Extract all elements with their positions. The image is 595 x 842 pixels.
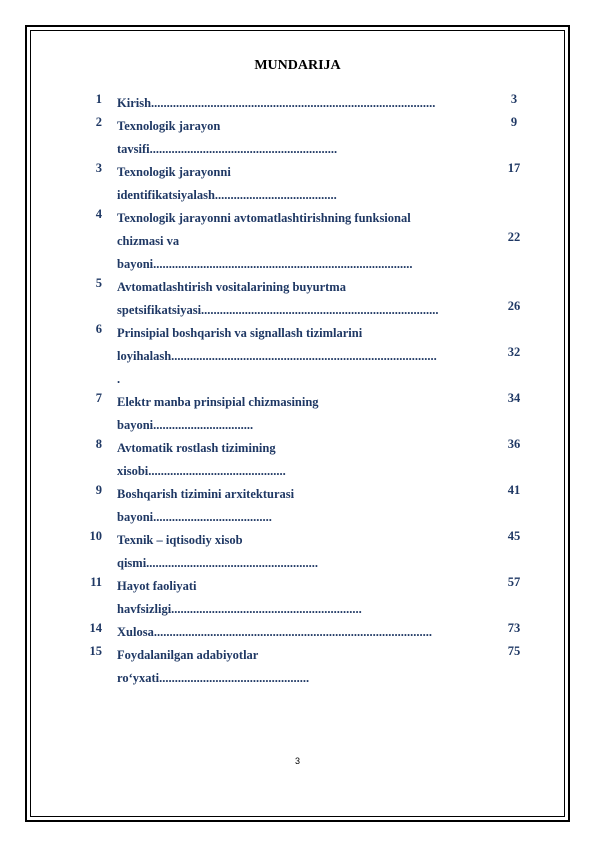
entry-title: Foydalanilgan adabiyotlar ro‘yxati................................................ (117, 648, 310, 685)
entry-title: Elektr manba prinsipial chizmasining bayoni................................ (117, 395, 319, 432)
toc-entry[interactable] (0, 621, 595, 644)
toc-entry[interactable] (0, 644, 595, 690)
toc-entry[interactable] (0, 529, 595, 575)
entry-page: 26 (507, 299, 521, 313)
table-of-contents (0, 92, 595, 690)
entry-title: Texnik – iqtisodiy xisob qismi....................................................... (117, 533, 319, 570)
page-number: 3 (294, 756, 300, 766)
entry-title: Hayot faoliyati havfsizligi............................................................. (117, 579, 362, 616)
entry-number: 9 (95, 483, 102, 497)
toc-entry[interactable] (0, 483, 595, 529)
toc-entry[interactable] (0, 115, 595, 161)
entry-title: Avtomatik rostlash tizimining xisobi............................................ (117, 441, 286, 478)
entry-number: 4 (95, 207, 102, 221)
entry-title: Texnologik jarayon tavsifi............................................................ (117, 119, 338, 156)
entry-number: 8 (95, 437, 102, 451)
entry-page: 32 (507, 345, 521, 359)
entry-number: 6 (95, 322, 102, 336)
entry-page: 36 (507, 437, 521, 451)
entry-page: 45 (507, 529, 521, 543)
entry-page: 75 (507, 644, 521, 658)
entry-number: 10 (89, 529, 102, 543)
entry-page: 17 (507, 161, 521, 175)
toc-title: MUNDARIJA (254, 58, 341, 73)
toc-entry[interactable] (0, 92, 595, 115)
entry-page: 57 (507, 575, 521, 589)
entry-title: Kirish........................................................................................... (117, 96, 436, 110)
toc-entry[interactable] (0, 276, 595, 322)
entry-page: 9 (510, 115, 518, 129)
entry-number: 14 (89, 621, 102, 635)
entry-title: Texnologik jarayonni identifikatsiyalash....................................... (117, 165, 337, 202)
entry-title: Boshqarish tizimini arxitekturasi bayoni...................................... (117, 487, 295, 524)
entry-number: 3 (95, 161, 102, 175)
entry-page: 73 (507, 621, 521, 635)
entry-page: 41 (507, 483, 521, 497)
entry-title: Texnologik jarayonni avtomatlashtirishning funksional chizmasi va bayoni................................................................................... (117, 211, 413, 271)
entry-page: 22 (507, 230, 521, 244)
entry-title: Prinsipial boshqarish va signallash tizimlarini loyihalash..................................................................................... . (117, 326, 437, 386)
entry-number: 1 (95, 92, 102, 106)
toc-entry[interactable] (0, 391, 595, 437)
toc-entry[interactable] (0, 322, 595, 391)
toc-entry[interactable] (0, 161, 595, 207)
entry-number: 5 (95, 276, 102, 290)
entry-title: Xulosa......................................................................................... (117, 625, 432, 639)
entry-number: 7 (95, 391, 102, 405)
entry-page: 34 (507, 391, 521, 405)
entry-page: 3 (510, 92, 518, 106)
toc-entry[interactable] (0, 437, 595, 483)
entry-number: 15 (89, 644, 102, 658)
entry-number: 2 (95, 115, 102, 129)
entry-number: 11 (90, 575, 102, 589)
entry-title: Avtomatlashtirish vositalarining buyurtma spetsifikatsiyasi............................................................................ (117, 280, 439, 317)
toc-entry[interactable] (0, 575, 595, 621)
toc-entry[interactable] (0, 207, 595, 276)
